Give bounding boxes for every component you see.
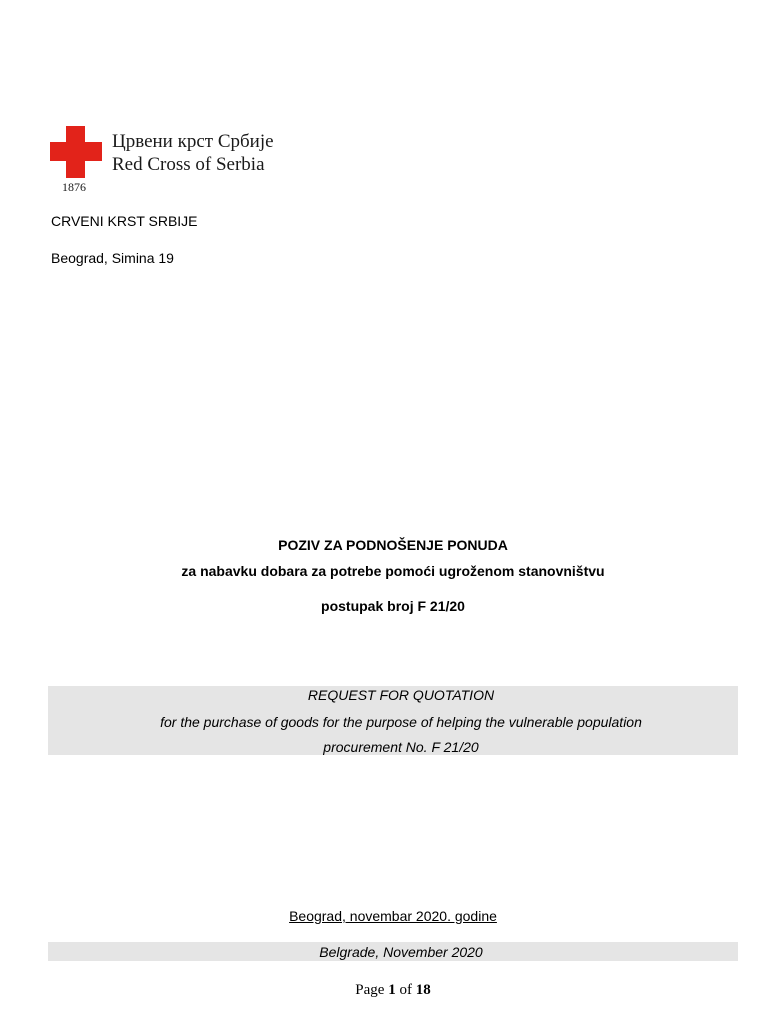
- organization-name: CRVENI KRST SRBIJE: [51, 213, 198, 229]
- page-prefix: Page: [355, 982, 389, 998]
- red-cross-logo: [50, 126, 310, 198]
- logo-name-english: Red Cross of Serbia: [112, 154, 265, 175]
- date-serbian: Beograd, novembar 2020. godine: [289, 908, 497, 924]
- date-english-block: [48, 942, 738, 961]
- document-title-serbian: POZIV ZA PODNOŠENJE PONUDA: [278, 537, 508, 553]
- logo-name-cyrillic: Црвени крст Србије: [112, 131, 274, 152]
- page-total: 18: [415, 982, 431, 998]
- red-cross-icon: [50, 126, 102, 178]
- date-english: Belgrade, November 2020: [319, 944, 483, 960]
- procedure-number-serbian: postupak broj F 21/20: [321, 598, 465, 614]
- page-of: of: [395, 982, 416, 998]
- logo-year: 1876: [62, 180, 86, 194]
- page-current: 1: [388, 982, 396, 998]
- document-title-english: REQUEST FOR QUOTATION: [307, 687, 495, 703]
- english-title-block: [48, 686, 738, 755]
- organization-address: Beograd, Simina 19: [51, 250, 174, 266]
- document-subtitle-serbian: za nabavku dobara za potrebe pomoći ugroženom stanovništvu: [181, 563, 605, 579]
- page-number: [0, 980, 770, 1000]
- procedure-number-english: procurement No. F 21/20: [323, 739, 479, 755]
- document-subtitle-english: for the purchase of goods for the purpose of helping the vulnerable population: [160, 714, 642, 730]
